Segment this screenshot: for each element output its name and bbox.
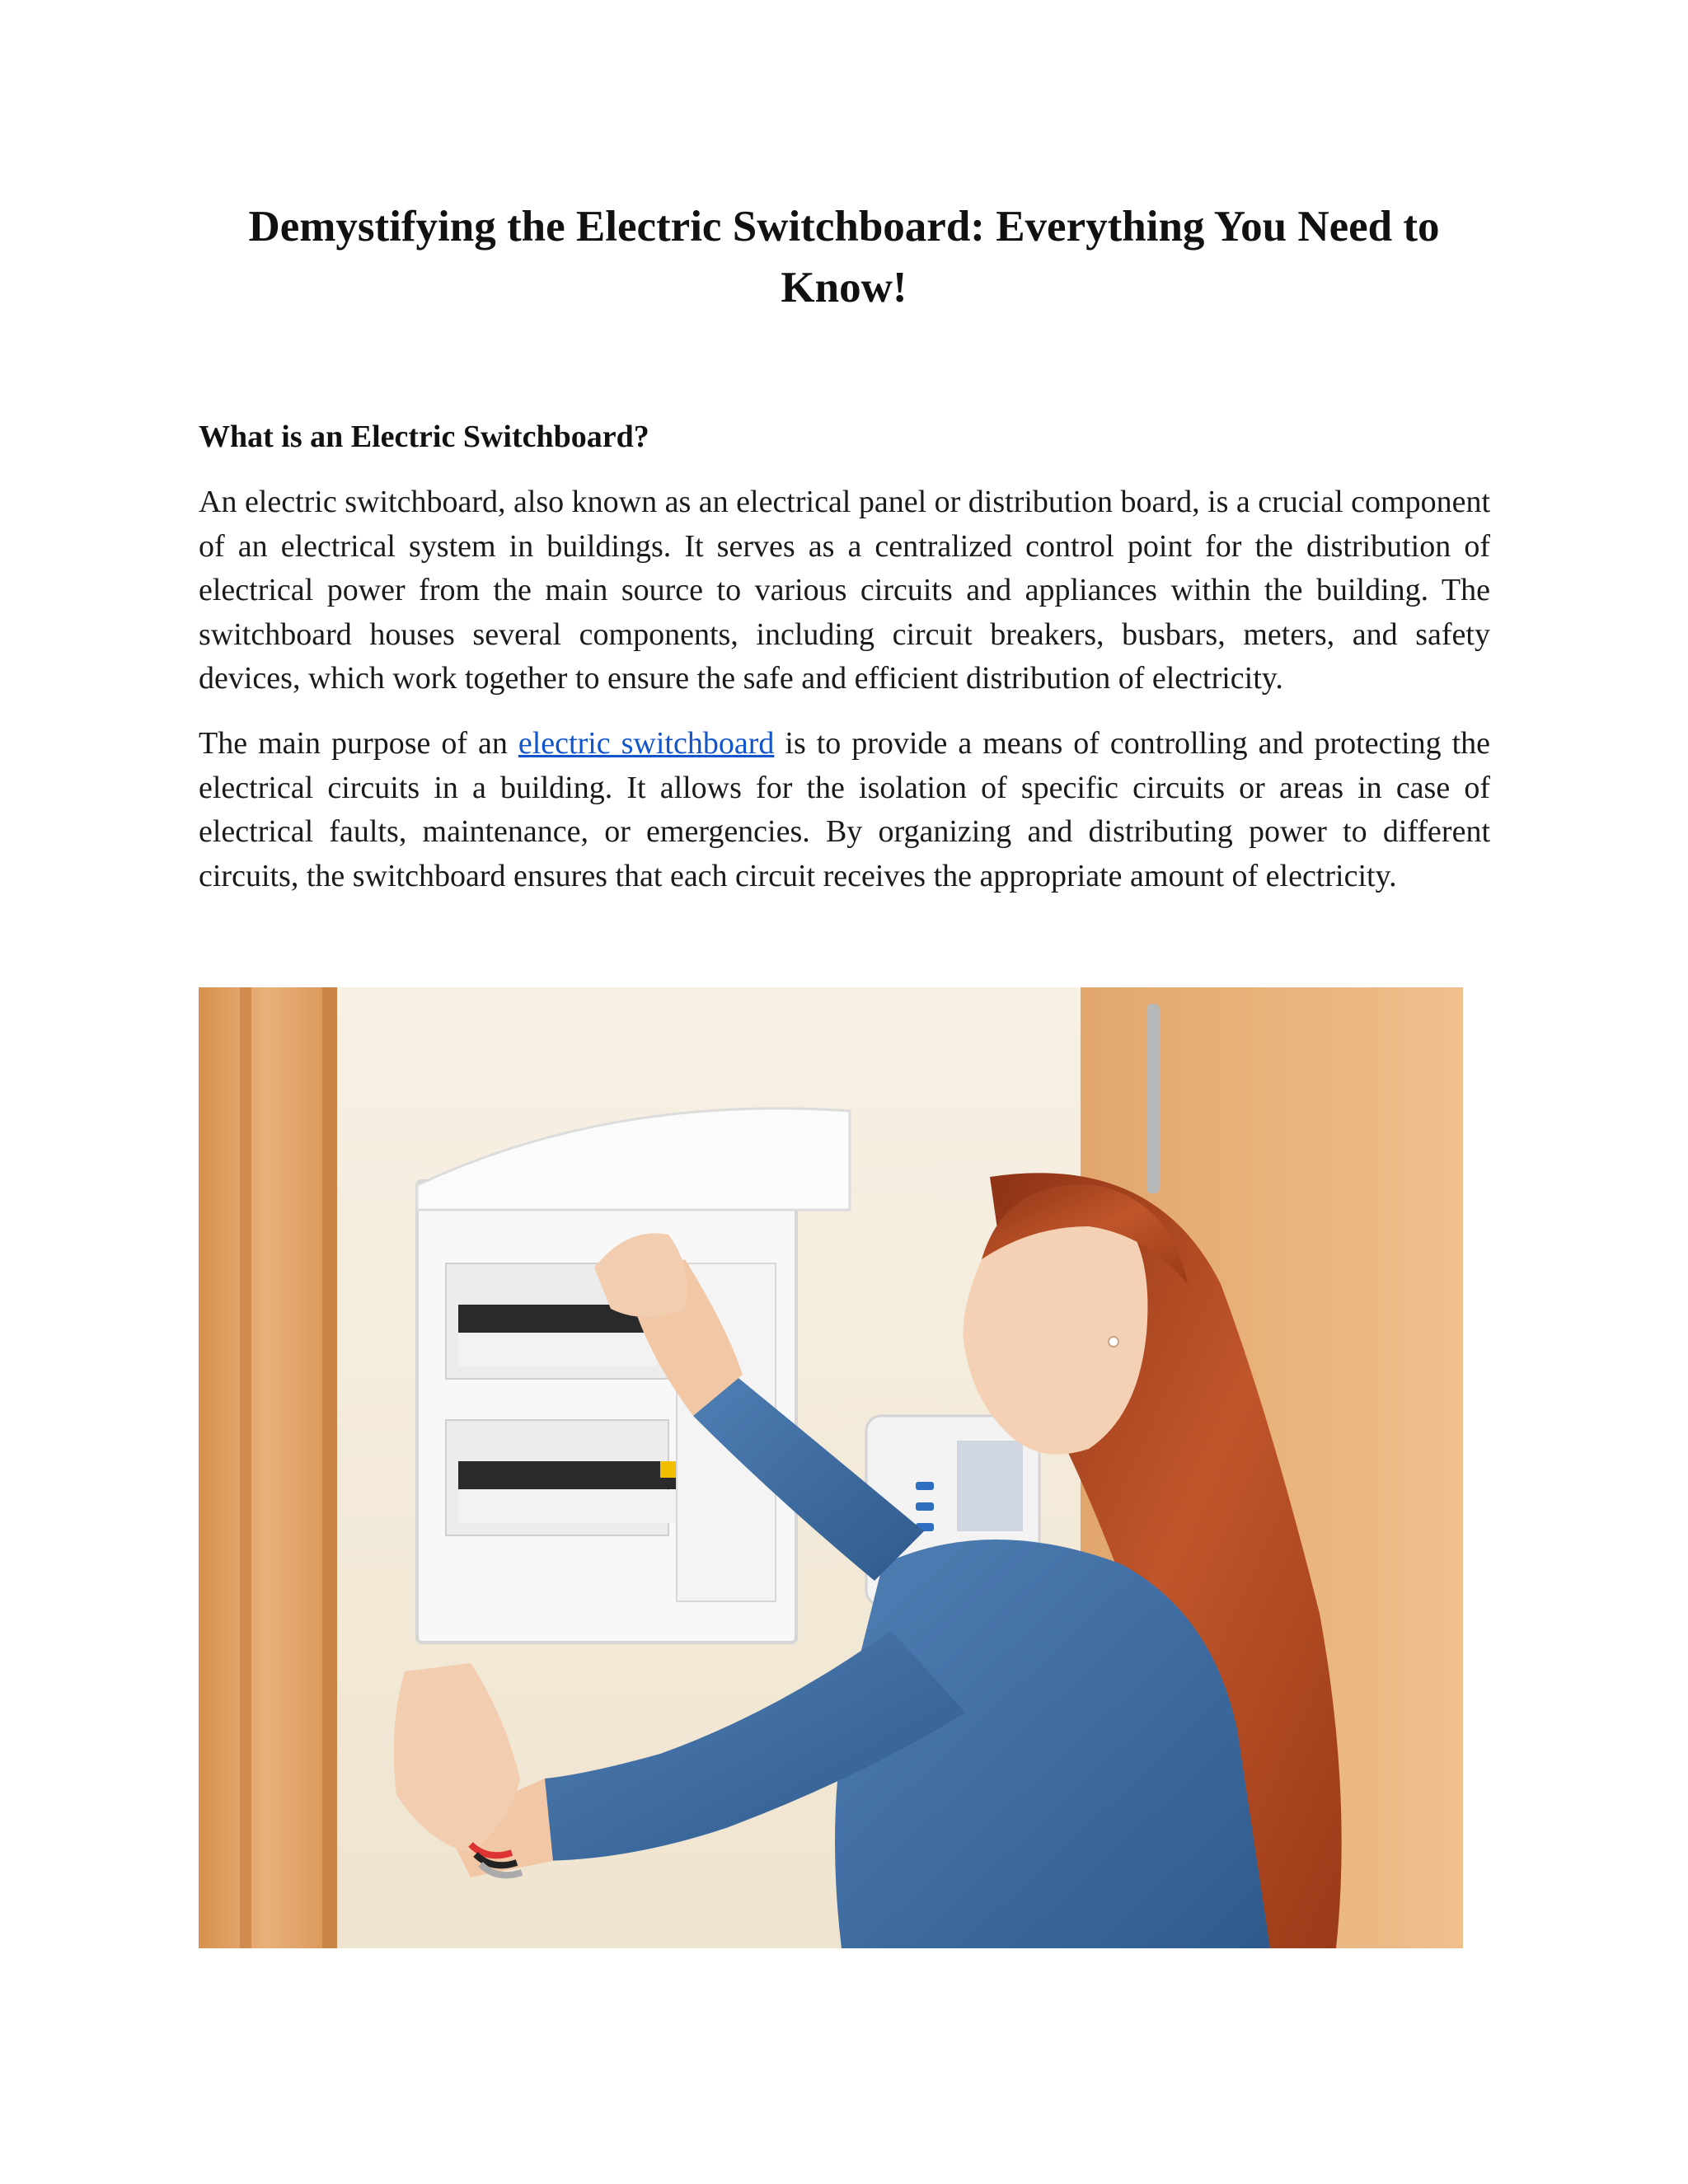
- paragraph-purpose-end: is to provide a means of controlling and protecting the electrical circuits in a building. It allows for the isolation of specific circuits or areas in case of electrical faults, maintenance, or emergencies. By organizing and distributing power to different circuits, the switchboard ensures that each circuit receives the appropriate amount of electricity.: [199, 726, 1491, 893]
- paragraph-purpose-start: The main purpose of an: [199, 726, 518, 761]
- door-hinge: [1146, 1004, 1160, 1193]
- document-title: Demystifying the Electric Switchboard: Everything You Need to Know!: [248, 203, 1440, 312]
- earring: [1109, 1337, 1118, 1347]
- switchboard-photo: [199, 987, 1463, 1948]
- paragraph-purpose: [199, 722, 1490, 898]
- paragraph-definition: An electric switchboard, also known as an electrical panel or distribution board, is a crucial component of an electrical system in buildings. It serves as a centralized control point for the distribution of electrical power from the main source to various circuits and appliances within the building. The switchboard houses several components, including circuit breakers, busbars, meters, and safety devices, which work together to ensure the safe and efficient distribution of electricity.: [199, 485, 1490, 696]
- switchboard-box: [417, 1108, 850, 1643]
- section-heading: What is an Electric Switchboard?: [199, 419, 649, 454]
- electric-switchboard-link[interactable]: electric switchboard: [518, 726, 775, 761]
- left-door-frame: [199, 987, 337, 1948]
- woman-at-switchboard-illustration: [199, 987, 1463, 1948]
